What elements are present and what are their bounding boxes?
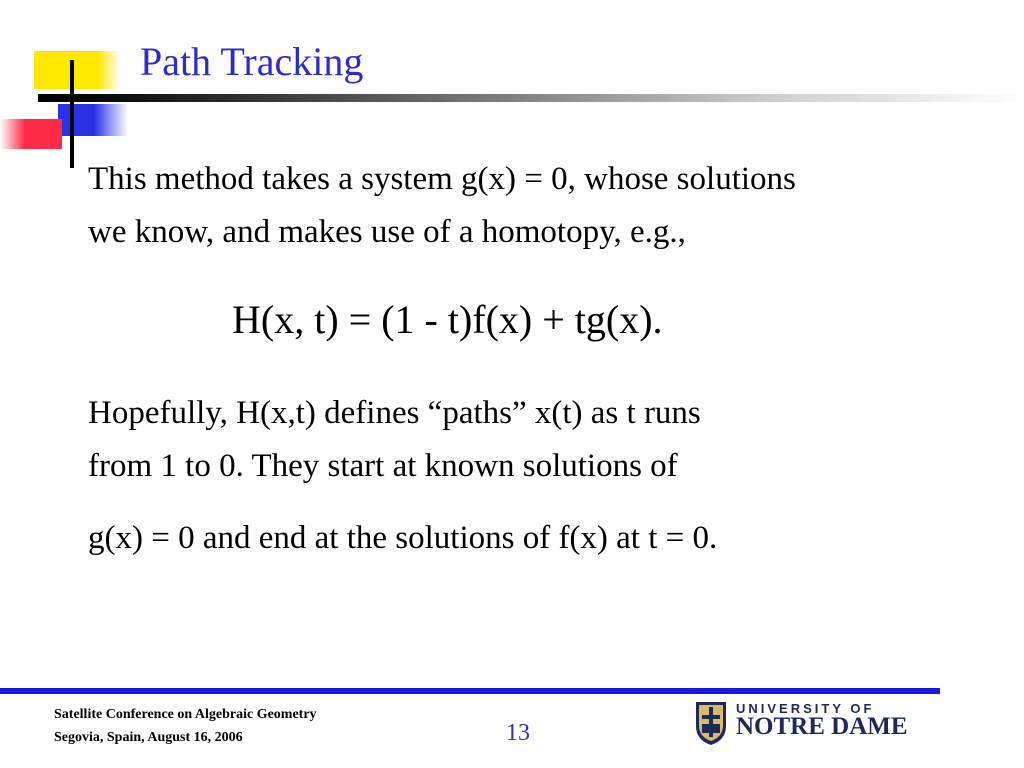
paragraph-intro-line-1: This method takes a system g(x) = 0, whose solutions [88, 161, 796, 197]
ornament-red-block [0, 119, 62, 149]
ornament-blue-block [58, 104, 94, 136]
ornament-blue-fade [94, 104, 128, 136]
university-seal-icon [694, 700, 728, 746]
paragraph-intro-line-2: we know, and makes use of a homotopy, e.g., [88, 214, 686, 250]
slide-title: Path Tracking [140, 39, 364, 84]
ornament-yellow-block [34, 51, 98, 89]
ornament-yellow-fade [98, 51, 120, 89]
footer-conference: Satellite Conference on Algebraic Geometry [54, 707, 317, 722]
ornament-vertical-line [70, 60, 74, 168]
logo-university-of: UNIVERSITY OF [736, 701, 875, 716]
paragraph-intro [88, 153, 796, 259]
footer-rule [0, 688, 940, 694]
logo-notre-dame: NOTRE DAME [736, 713, 908, 740]
footer-location-date: Segovia, Spain, August 16, 2006 [54, 730, 243, 745]
page-number: 13 [506, 720, 530, 746]
paragraph-paths-line-2: from 1 to 0. They start at known solutions of [88, 448, 678, 484]
paragraph-conclusion: g(x) = 0 and end at the solutions of f(x) at t = 0. [88, 520, 718, 556]
paragraph-paths-line-1: Hopefully, H(x,t) defines “paths” x(t) as t runs [88, 395, 701, 431]
homotopy-formula: H(x, t) = (1 - t)f(x) + tg(x). [232, 297, 663, 342]
title-underline-bar [38, 94, 1024, 102]
paragraph-paths [88, 387, 701, 493]
